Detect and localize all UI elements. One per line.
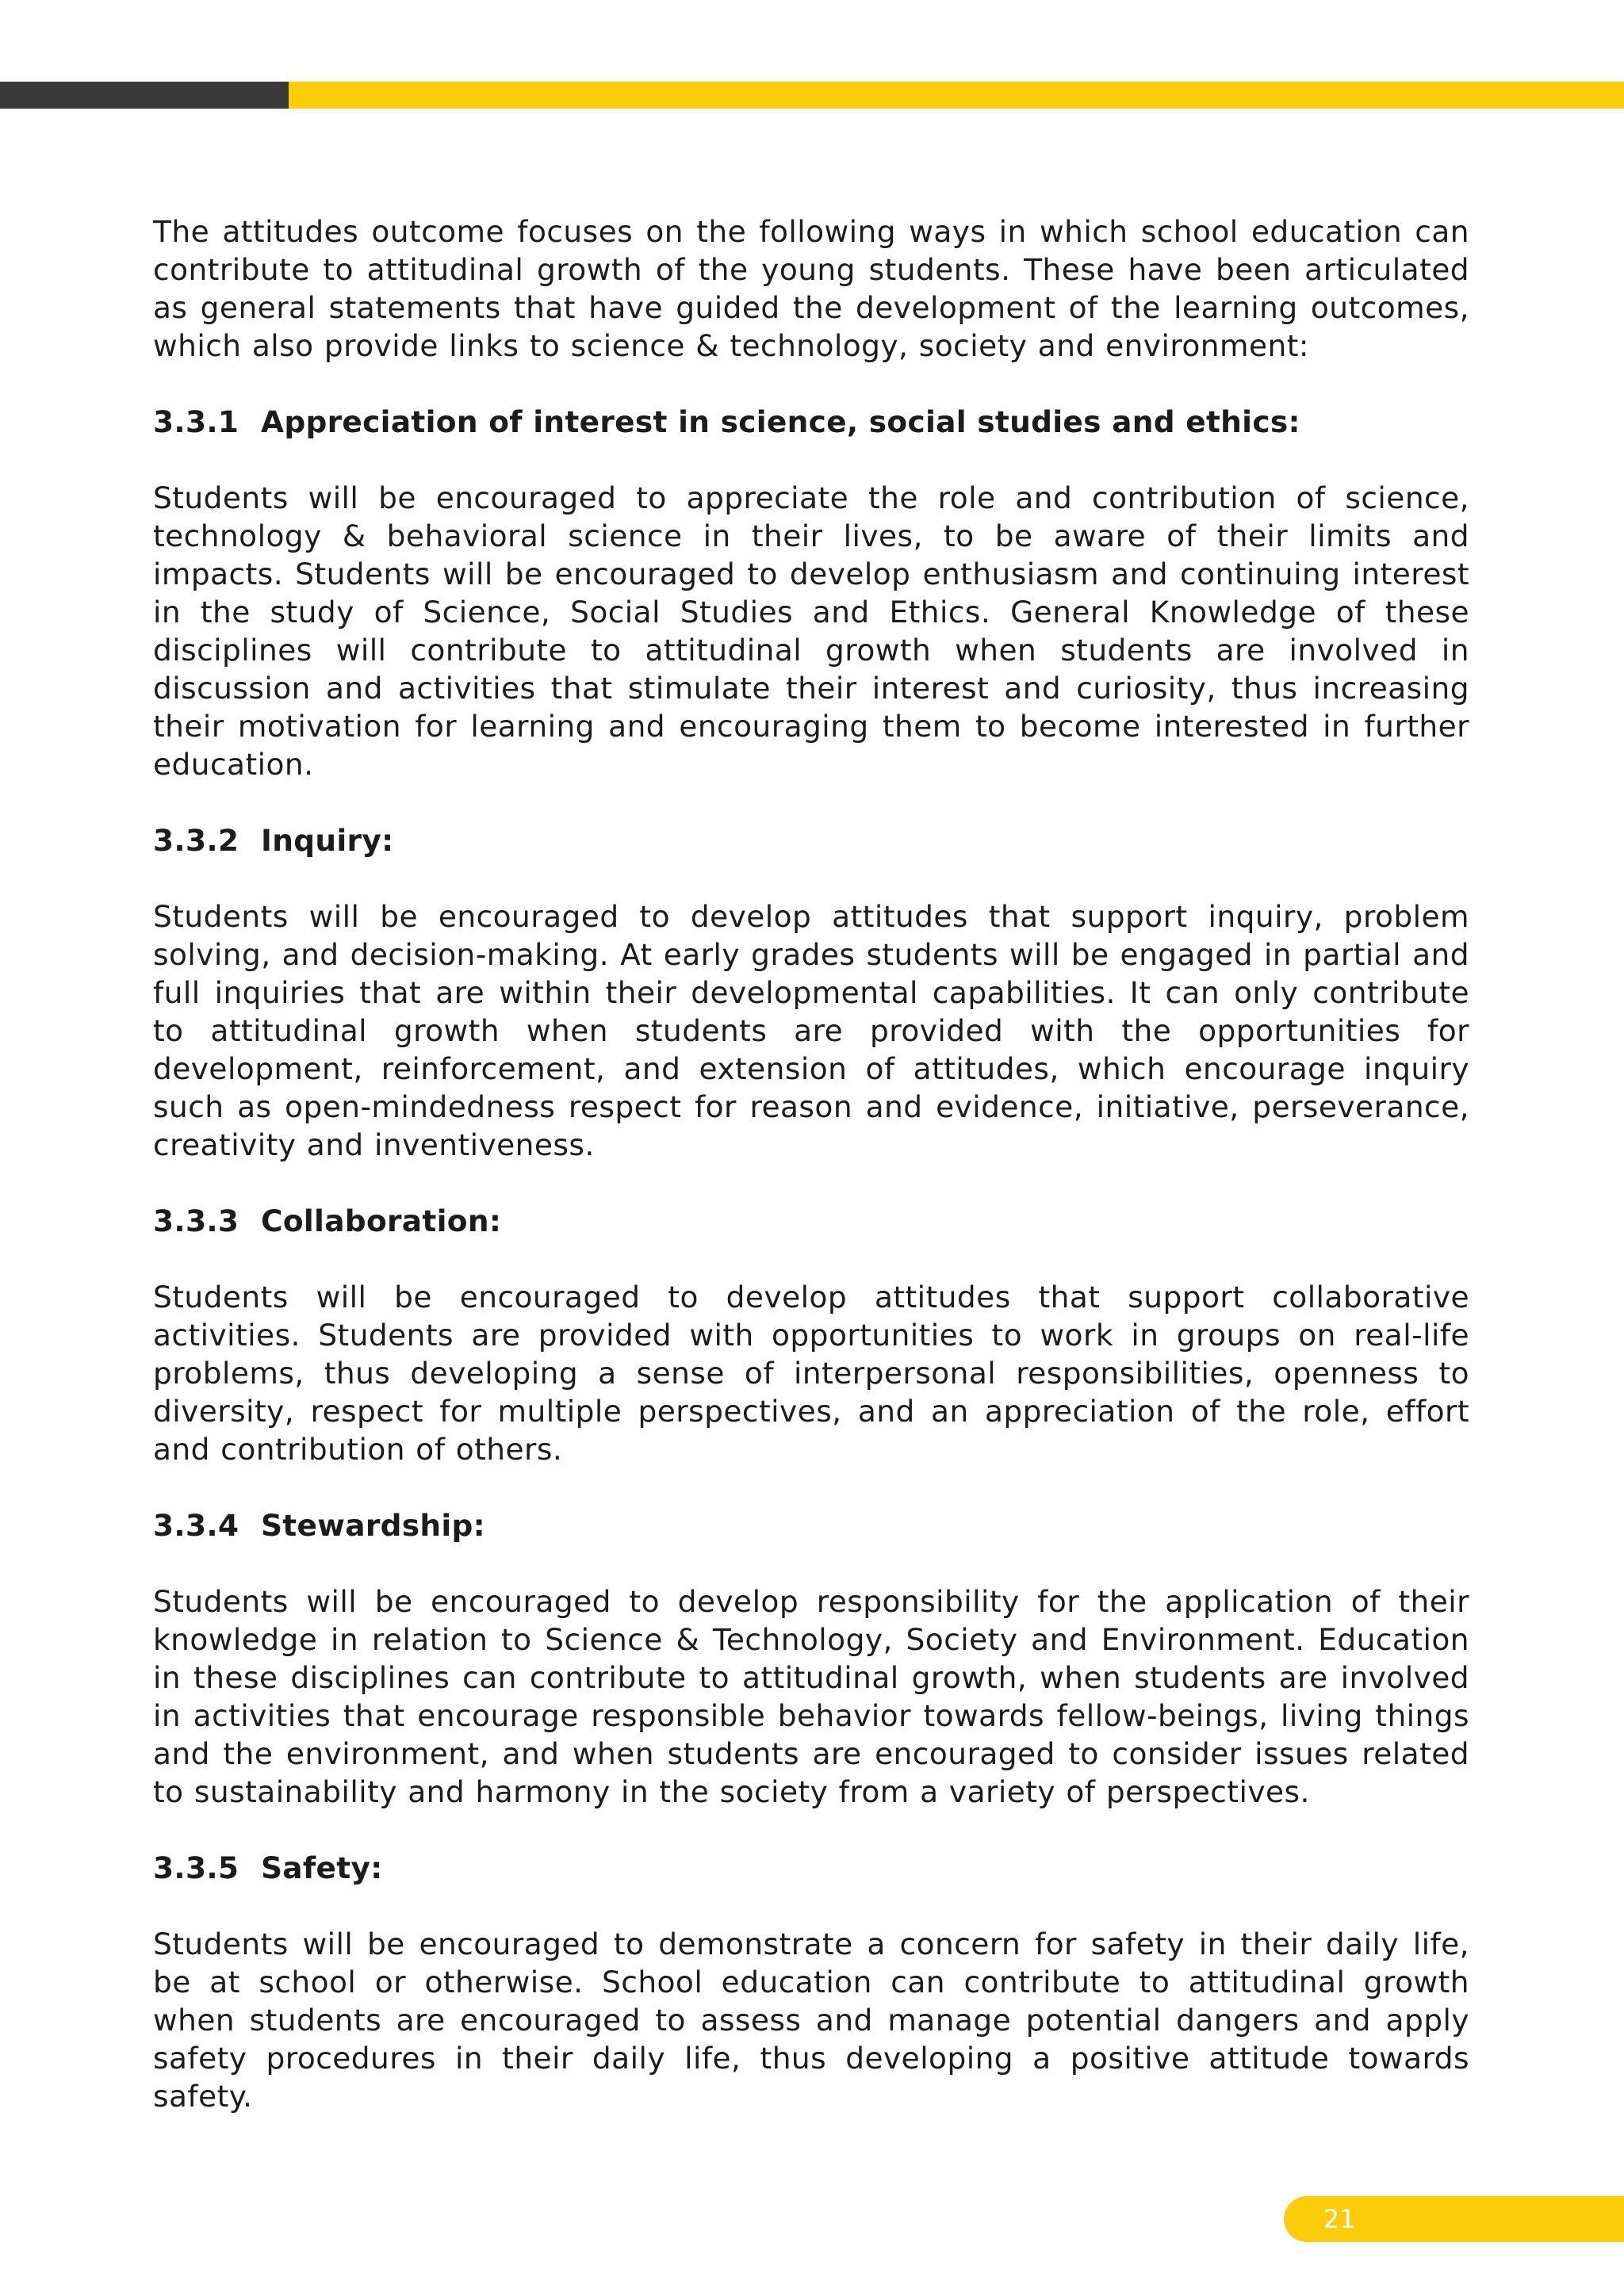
section-heading-3-3-1: [153, 403, 1469, 441]
section-body-3-3-5: Students will be encouraged to demonstrate a concern for safety in their daily life, be at school or otherwise. School education can contribute to attitudinal growth when students are encouraged to assess and manage potential dangers and apply safety procedures in their daily life, thus developing a positive attitude towards safety.: [153, 1927, 1469, 2114]
section-heading-3-3-4: [153, 1506, 1469, 1544]
section-body-3-3-2: Students will be encouraged to develop attitudes that support inquiry, problem solving, and decision-making. At early grades students will be engaged in partial and full inquiries that are within their developmental capabilities. It can only contribute to attitudinal growth when students are provided with the opportunities for development, reinforcement, and extension of attitudes, which encourage inquiry such as open-mindedness respect for reason and evidence, initiative, perseverance, creativity and inventiveness.: [153, 899, 1469, 1162]
section-body-3-3-1: Students will be encouraged to appreciate the role and contribution of science, technology & behavioral science in their lives, to be aware of their limits and impacts. Students will be encouraged to develop enthusiasm and continuing interest in the study of Science, Social Studies and Ethics. General Knowledge of these disciplines will contribute to attitudinal growth when students are involved in discussion and activities that stimulate their interest and curiosity, thus increasing their motivation for learning and encouraging them to become interested in further education.: [153, 480, 1469, 782]
section-title: Appreciation of interest in science, social studies and ethics:: [261, 404, 1300, 439]
page-number: 21: [1323, 2204, 1356, 2234]
intro-paragraph: The attitudes outcome focuses on the following ways in which school education can contribute to attitudinal growth of the young students. These have been articulated as general statements that have guided the development of the learning outcomes, which also provide links to science & technology, society and environment:: [153, 214, 1469, 363]
section-number: 3.3.1: [153, 404, 239, 439]
section-body-3-3-3: Students will be encouraged to develop attitudes that support collaborative activities. Students are provided with opportunities to work in groups on real-life problems, thus developing a sense of interpersonal responsibilities, openness to diversity, respect for multiple perspectives, and an appreciation of the role, effort and contribution of others.: [153, 1280, 1469, 1467]
section-heading-3-3-5: [153, 1849, 1469, 1887]
section-heading-3-3-2: [153, 821, 1469, 859]
header-bar-dark: [0, 82, 289, 109]
section-number: 3.3.4: [153, 1508, 239, 1543]
section-number: 3.3.3: [153, 1203, 239, 1238]
section-title: Collaboration:: [261, 1203, 502, 1238]
section-title: Inquiry:: [261, 823, 394, 858]
section-title: Stewardship:: [261, 1508, 485, 1543]
section-title: Safety:: [261, 1850, 383, 1885]
section-body-3-3-4: Students will be encouraged to develop responsibility for the application of their knowledge in relation to Science & Technology, Society and Environment. Education in these disciplines can contribute to attitudinal growth, when students are involved in activities that encourage responsible behavior towards fellow-beings, living things and the environment, and when students are encouraged to consider issues related to sustainability and harmony in the society from a variety of perspectives.: [153, 1584, 1469, 1809]
page-number-badge: [1284, 2196, 1624, 2242]
section-number: 3.3.5: [153, 1850, 239, 1885]
header-bar-accent: [289, 82, 1624, 109]
section-heading-3-3-3: [153, 1202, 1469, 1240]
page-content: [153, 212, 1469, 2153]
section-number: 3.3.2: [153, 823, 239, 858]
